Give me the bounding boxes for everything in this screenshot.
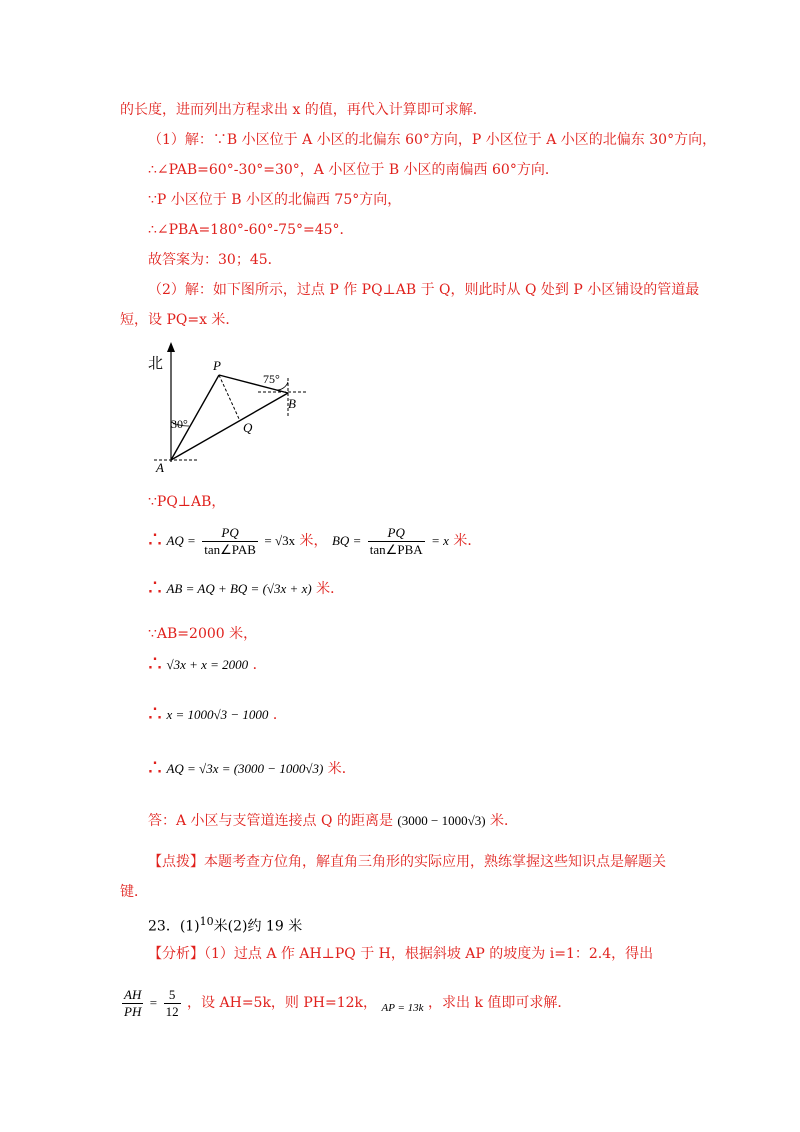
label-angle-30: 30°: [171, 417, 188, 431]
math-aq-lhs: AQ =: [166, 533, 196, 548]
answer-23-prefix: 23．(1): [148, 918, 200, 935]
math-aq-rhs: = √3x: [264, 533, 296, 548]
segment-ab: [171, 393, 288, 460]
text-line-20: 【分析】（1）过点 A 作 AH⊥PQ 于 H，根据斜坡 AP 的坡度为 i=1：2.4，得出: [148, 946, 654, 962]
text-line-4: ∵P 小区位于 B 小区的北偏西 75°方向，: [148, 192, 402, 208]
text-line-17: 【点拨】本题考查方位角，解直角三角形的实际应用，熟练掌握这些知识点是解题关: [148, 854, 666, 870]
text-line-8: 短，设 PQ=x 米．: [120, 312, 240, 328]
analysis-text-end: ，求出 k 值即可求解．: [428, 995, 572, 1011]
math-equation: √3x + x = 2000: [166, 657, 249, 672]
text-line-6: 故答案为：30；45．: [148, 252, 282, 268]
therefore-symbol: ∴: [148, 756, 162, 781]
fraction-ah-ph: [122, 987, 143, 1020]
fraction-numerator: PQ: [202, 525, 258, 542]
fraction-pq-tan-pab: [202, 525, 258, 558]
text-line-7: （2）解：如下图所示，过点 P 作 PQ⊥AB 于 Q，则此时从 Q 处到 P 小区铺设的管道最: [148, 282, 700, 298]
arrow-icon: [167, 342, 175, 352]
fraction-5-12: [164, 987, 181, 1020]
math-bq-rhs: = x: [431, 533, 449, 548]
text-line-5: ∴∠PBA=180°-60°-75°=45°．: [148, 222, 354, 238]
fraction-denominator: 12: [165, 1003, 179, 1019]
period: ．: [252, 657, 267, 673]
text-line-2: （1）解：∵B 小区位于 A 小区的北偏东 60°方向，P 小区位于 A 小区的北偏东 30°方向，: [148, 132, 717, 148]
analysis-line-21: [120, 984, 571, 1027]
fraction-denominator: tan∠PAB: [204, 541, 256, 557]
therefore-symbol: ∴: [148, 702, 162, 727]
text-line-3: ∴∠PAB=60°-30°=30°，A 小区位于 B 小区的南偏西 60°方向．: [148, 162, 559, 178]
fraction-numerator: AH: [124, 986, 142, 1002]
math-answer-value: (3000 − 1000√3): [397, 813, 486, 828]
math-line-aq-bq: [148, 522, 481, 560]
unit-mi: 米．: [316, 581, 345, 597]
answer-text: 答：A 小区与支管道连接点 Q 的距离是: [148, 813, 393, 829]
math-line-equation: [148, 650, 267, 680]
label-p: P: [213, 358, 221, 373]
answer-23-sup: 10: [199, 915, 214, 928]
unit-mi: 米．: [489, 813, 518, 829]
math-line-aq: [148, 754, 356, 784]
therefore-symbol: ∴: [148, 652, 162, 677]
unit-mi: 米，: [299, 533, 328, 549]
fraction-numerator: PQ: [368, 525, 425, 542]
answer-23-line: [148, 912, 302, 937]
text-line-9: ∵PQ⊥AB，: [148, 494, 226, 510]
math-ap-13k: AP = 13k: [381, 1002, 424, 1014]
therefore-symbol: ∴: [148, 576, 162, 601]
segment-pq: [219, 375, 240, 421]
math-line-ab: [148, 574, 344, 604]
label-b: B: [288, 396, 296, 411]
math-line-x: [148, 700, 287, 730]
answer-line: [148, 806, 518, 836]
north-label: 北: [148, 356, 164, 372]
math-aq-value: AQ = √3x = (3000 − 1000√3): [166, 761, 324, 776]
fraction-numerator: 5: [164, 987, 181, 1004]
unit-mi: 米．: [327, 761, 356, 777]
text-line-18: 键．: [120, 884, 148, 900]
fraction-denominator: tan∠PBA: [369, 541, 423, 557]
unit-mi: 米．: [453, 533, 482, 549]
analysis-text: ，设 AH=5k，则 PH=12k，: [187, 995, 378, 1011]
math-x-value: x = 1000√3 − 1000: [166, 707, 269, 722]
math-bq-lhs: BQ =: [331, 533, 362, 548]
geometry-diagram: [140, 340, 320, 480]
fraction-denominator: PH: [124, 1003, 142, 1019]
label-angle-75: 75°: [263, 372, 280, 386]
text-line-12: ∵AB=2000 米，: [148, 626, 258, 642]
text-line-1: 的长度，进而列出方程求出 x 的值，再代入计算即可求解．: [120, 102, 487, 118]
therefore-symbol: ∴: [148, 528, 162, 553]
period: ．: [272, 707, 287, 723]
equals-sign: =: [149, 995, 158, 1010]
fraction-pq-tan-pba: [368, 525, 425, 558]
label-a: A: [156, 460, 164, 475]
label-q: Q: [243, 420, 253, 435]
answer-23-rest: 米(2)约 19 米: [213, 918, 303, 935]
math-ab-expression: AB = AQ + BQ = (√3x + x): [166, 581, 312, 596]
